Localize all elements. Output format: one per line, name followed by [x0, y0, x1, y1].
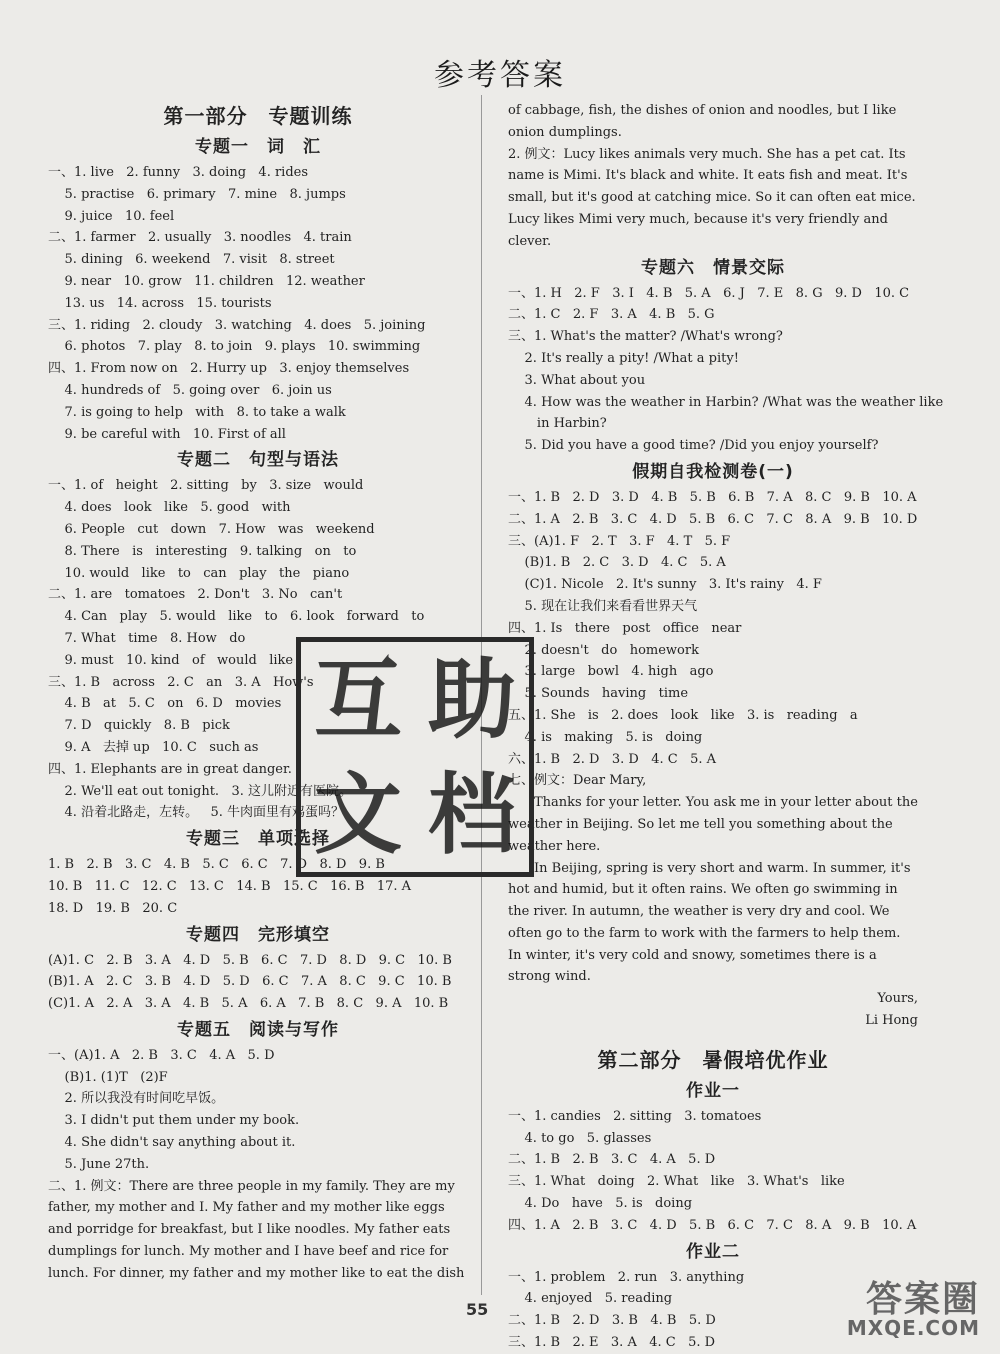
answer-line: 4. 沿着北路走，左转。 5. 牛肉面里有鸡蛋吗？ — [48, 805, 344, 821]
page-title: 参考答案 — [434, 58, 566, 93]
section4-title: 专题四 完形填空 — [186, 924, 330, 945]
section6-title: 专题六 情景交际 — [641, 257, 785, 278]
letter-signature: Li Hong — [865, 1013, 918, 1029]
answer-line: 3. What about you — [508, 372, 646, 388]
homework2-title: 作业二 — [686, 1241, 740, 1262]
answer-line: (B)1. B 2. C 3. D 4. C 5. A — [508, 555, 726, 571]
answer-line: 三、1. riding 2. cloudy 3. watching 4. does 5. joining — [48, 317, 426, 333]
answer-line: 6. People cut down 7. How was weekend — [48, 521, 375, 537]
stamp-char: 文 — [313, 762, 402, 866]
answer-line: 2. doesn't do homework — [508, 642, 699, 658]
answer-line: 一、1. live 2. funny 3. doing 4. rides — [48, 165, 309, 180]
answer-line: (C)1. Nicole 2. It's sunny 3. It's rainy 4. F — [508, 577, 822, 593]
answer-line: 5. practise 6. primary 7. mine 8. jumps — [48, 186, 346, 202]
watermark-url: MXQE.COM — [846, 1316, 980, 1340]
part1-title: 第一部分 专题训练 — [163, 104, 353, 128]
section3-title: 专题三 单项选择 — [186, 829, 330, 850]
answer-line: 七、例文：Dear Mary, — [508, 773, 647, 789]
answer-line: in Harbin? — [508, 416, 607, 432]
answer-line: 四、1. A 2. B 3. C 4. D 5. B 6. C 7. C 8. A 9. B 10. A — [508, 1217, 917, 1233]
answer-line: 7. D quickly 8. B pick — [48, 718, 230, 734]
answer-line: (C)1. A 2. A 3. A 4. B 5. A 6. A 7. B 8. C 9. A 10. B — [48, 996, 449, 1012]
answer-line: 2. It's really a pity! /What a pity! — [508, 350, 739, 366]
answer-line: 二、1. B 2. B 3. C 4. A 5. D — [508, 1152, 716, 1168]
answer-line: 4. B at 5. C on 6. D movies — [48, 696, 282, 712]
answer-line: 4. hundreds of 5. going over 6. join us — [48, 382, 332, 398]
answer-line: 三、1. What doing 2. What like 3. What's like — [508, 1174, 845, 1190]
answer-line: 一、1. of height 2. sitting by 3. size would — [48, 478, 364, 494]
answer-line: 5. Did you have a good time? /Did you enjoy yourself? — [508, 438, 879, 454]
answer-line: 9. near 10. grow 11. children 12. weather — [48, 273, 365, 289]
homework1-title: 作业一 — [686, 1080, 740, 1101]
answer-line: 3. I didn't put them under my book. — [48, 1113, 300, 1129]
answer-line: 四、1. From now on 2. Hurry up 3. enjoy themselves — [48, 361, 410, 377]
answer-line: 9. must 10. kind of would like — [48, 652, 294, 668]
answer-line: 一、1. H 2. F 3. I 4. B 5. A 6. J 7. E 8. G 9. D 10. C — [508, 285, 910, 301]
letter-closing: Yours, — [877, 991, 918, 1007]
stamp-char: 助 — [427, 647, 516, 751]
answer-line: 六、1. B 2. D 3. D 4. C 5. A — [508, 751, 717, 767]
test-title: 假期自我检测卷(一) — [632, 461, 794, 482]
answer-line: 二、1. C 2. F 3. A 4. B 5. G — [508, 307, 715, 323]
answer-line: 三、(A)1. F 2. T 3. F 4. T 5. F — [508, 533, 731, 549]
answer-line: 一、1. B 2. D 3. D 4. B 5. B 6. B 7. A 8. C 9. B 10. A — [508, 489, 917, 505]
answer-line: 10. would like to can play the piano — [48, 565, 350, 581]
answer-line: 2. We'll eat out tonight. 3. 这儿附近有医院。 — [48, 783, 353, 799]
answer-line: 5. dining 6. weekend 7. visit 8. street — [48, 252, 335, 268]
answer-line: 9. be careful with 10. First of all — [48, 426, 286, 442]
answer-line: 二、1. farmer 2. usually 3. noodles 4. train — [48, 230, 352, 246]
answer-line: (B)1. A 2. C 3. B 4. D 5. D 6. C 7. A 8. C 9. C 10. B — [48, 974, 452, 990]
answer-line: 一、(A)1. A 2. B 3. C 4. A 5. D — [48, 1047, 275, 1063]
letter-paragraph: In Beijing, spring is very short and warm. In summer, it's hot and humid, but it often rains. We often go swimming in the river. In autumn, the weather is very dry and cool. We often go to the farm to work with the farmers to help them. In winter, it's very cold and snowy, sometimes there is a strong wind. — [508, 860, 911, 985]
answer-line: 五、1. She is 2. does look like 3. is reading a — [508, 707, 858, 723]
answer-line: 4. to go 5. glasses — [508, 1130, 652, 1146]
page-number: 55 — [466, 1300, 489, 1319]
answer-line: 9. juice 10. feel — [48, 208, 175, 224]
section2-title: 专题二 句型与语法 — [177, 450, 339, 471]
answer-line: 4. is making 5. is doing — [508, 729, 703, 745]
answer-line: 5. Sounds having time — [508, 686, 689, 702]
answer-line: 8. There is interesting 9. talking on to — [48, 543, 357, 559]
homework1-answers — [508, 1106, 918, 1237]
answer-line: 三、1. B 2. E 3. A 4. C 5. D — [508, 1335, 716, 1351]
part2-title: 第二部分 暑假培优作业 — [597, 1047, 829, 1072]
answer-line: 5. June 27th. — [48, 1156, 150, 1172]
answer-line: 二、1. A 2. B 3. C 4. D 5. B 6. C 7. C 8. A 9. B 10. D — [508, 511, 918, 527]
stamp-char: 档 — [427, 762, 516, 866]
answer-line: 1. B 2. B 3. C 4. B 5. C 6. C 7. D 8. D 9. B — [48, 857, 385, 873]
section5-answers — [48, 1045, 468, 1285]
letter-paragraph: Thanks for your letter. You ask me in your letter about the weather in Beijing. So let me tell you something about the weather here. — [508, 795, 918, 854]
section1-title: 专题一 词 汇 — [195, 137, 321, 157]
watermark-logo: 答案圈 — [865, 1279, 980, 1320]
answer-line: 3. large bowl 4. high ago — [508, 664, 714, 680]
section4-answers — [48, 950, 468, 1015]
answer-line: 二、1. are tomatoes 2. Don't 3. No can't — [48, 587, 343, 603]
answer-line: 10. B 11. C 12. C 13. C 14. B 15. C 16. B 17. A — [48, 878, 412, 894]
answer-line: 18. D 19. B 20. C — [48, 900, 178, 916]
hu-zhu-wen-dang-stamp — [296, 637, 534, 877]
essay-continuation: of cabbage, fish, the dishes of onion and noodles, but I like onion dumplings. — [508, 103, 897, 140]
answer-line: 一、1. candies 2. sitting 3. tomatoes — [508, 1108, 762, 1124]
answer-line: 2. 所以我没有时间吃早饭。 — [48, 1091, 225, 1107]
answer-line: 13. us 14. across 15. tourists — [48, 295, 272, 311]
answer-line: 4. Do have 5. is doing — [508, 1196, 693, 1212]
answer-line: (A)1. C 2. B 3. A 4. D 5. B 6. C 7. D 8. D 9. C 10. B — [48, 952, 452, 968]
answer-line: 三、1. B across 2. C an 3. A How's — [48, 674, 314, 690]
answer-line: 7. What time 8. How do — [48, 630, 246, 646]
test-answers — [508, 487, 918, 1032]
answer-line: 4. How was the weather in Harbin? /What was the weather like — [508, 394, 944, 410]
answer-line: 9. A 去掉 up 10. C such as — [48, 739, 259, 755]
answer-line: 4. She didn't say anything about it. — [48, 1135, 296, 1151]
answer-line: 4. Can play 5. would like to 6. look forward to — [48, 609, 425, 625]
site-watermark — [846, 1279, 980, 1340]
section6-answers — [508, 283, 944, 457]
answer-line: (B)1. (1)T (2)F — [48, 1069, 168, 1085]
stamp-char: 互 — [313, 647, 402, 751]
answer-line: 二、1. B 2. D 3. B 4. B 5. D — [508, 1313, 716, 1329]
answer-line: 7. is going to help with 8. to take a walk — [48, 404, 346, 420]
answer-line: 四、1. Is there post office near — [508, 620, 742, 636]
section1-answers — [48, 162, 468, 445]
answer-line: 5. 现在让我们来看看世界天气 — [508, 598, 698, 614]
answer-line: 一、1. problem 2. run 3. anything — [508, 1269, 745, 1285]
section5-title: 专题五 阅读与写作 — [177, 1019, 339, 1040]
sample-essay: 二、1. 例文：There are three people in my family. They are my father, my mother and I. My father and my mother like eggs and porridge for breakfast, but I like noodles. My father eats dumplings for lunch. My mother and I have beef and rice for lunch. For dinner, my father and my mother like to eat the dish — [48, 1178, 465, 1281]
answer-line: 三、1. What's the matter? /What's wrong? — [508, 329, 783, 345]
answer-line: 6. photos 7. play 8. to join 9. plays 10. swimming — [48, 339, 421, 355]
sample-essay-2: 2. 例文：Lucy likes animals very much. She has a pet cat. Its name is Mimi. It's black and white. It eats fish and meat. It's small, but it's good at catching mice. So it can often eat mice. Lucy likes Mimi very much, because it's very friendly and clever. — [508, 146, 916, 249]
answer-line: 四、1. Elephants are in great danger. — [48, 761, 292, 777]
answer-line: 4. does look like 5. good with — [48, 500, 291, 516]
answer-line: 4. enjoyed 5. reading — [508, 1291, 673, 1307]
